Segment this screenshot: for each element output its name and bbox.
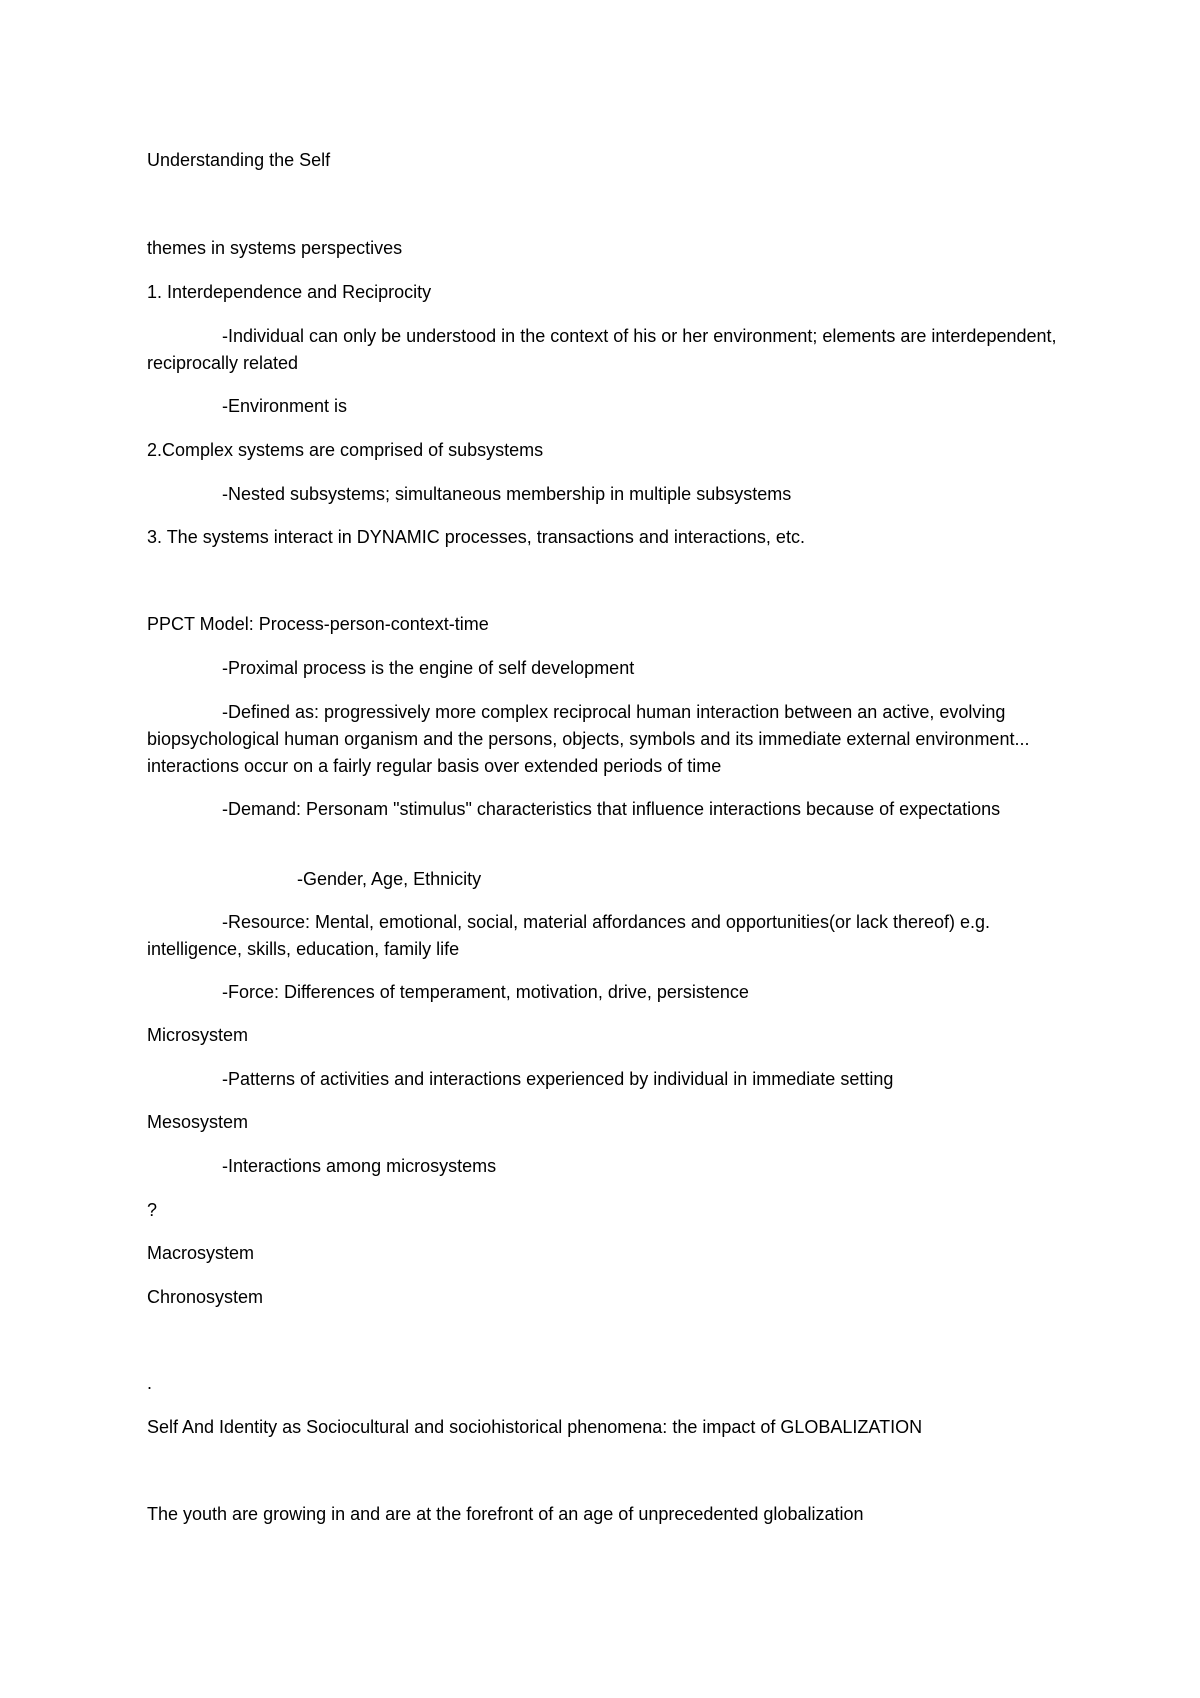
- themes-item-1-paragraph-2: -Environment is: [222, 396, 348, 416]
- ppct-paragraph-5: -Force: Differences of temperament, motivation, drive, persistence: [222, 982, 749, 1002]
- mesosystem-paragraph-1: -Interactions among microsystems: [222, 1156, 497, 1176]
- themes-item-3: 3. The systems interact in DYNAMIC processes, transactions and interactions, etc.: [147, 527, 805, 547]
- ppct-paragraph-3: -Demand: Personam "stimulus" characteristics that influence interactions because of expectations: [222, 799, 1001, 819]
- themes-item-1-paragraph-1: -Individual can only be understood in the context of his or her environment; elements are interdependent, reciprocally related: [147, 326, 1057, 373]
- ppct-paragraph-3-sub: -Gender, Age, Ethnicity: [297, 869, 482, 889]
- ppct-paragraph-4: -Resource: Mental, emotional, social, material affordances and opportunities(or lack thereof) e.g. intelligence, skills, education, family life: [147, 912, 991, 959]
- themes-heading: themes in systems perspectives: [147, 238, 403, 258]
- document-title: Understanding the Self: [147, 150, 331, 170]
- unknown-system-marker: ?: [147, 1200, 158, 1220]
- mesosystem-heading: Mesosystem: [147, 1112, 249, 1132]
- themes-item-1: 1. Interdependence and Reciprocity: [147, 282, 432, 302]
- globalization-paragraph-1: The youth are growing in and are at the forefront of an age of unprecedented globalization: [147, 1504, 864, 1524]
- microsystem-heading: Microsystem: [147, 1025, 249, 1045]
- microsystem-paragraph-1: -Patterns of activities and interactions experienced by individual in immediate setting: [222, 1069, 894, 1089]
- ppct-paragraph-1: -Proximal process is the engine of self development: [222, 658, 635, 678]
- macrosystem-heading: Macrosystem: [147, 1243, 255, 1263]
- chronosystem-heading: Chronosystem: [147, 1287, 264, 1307]
- themes-item-2: 2.Complex systems are comprised of subsystems: [147, 440, 544, 460]
- ppct-paragraph-2: -Defined as: progressively more complex reciprocal human interaction between an active, evolving biopsychological human organism and the persons, objects, symbols and its immediate external environment... interactions occur on a fairly regular basis over extended periods of time: [147, 702, 1030, 776]
- dot-separator: .: [147, 1373, 153, 1393]
- themes-item-2-paragraph-1: -Nested subsystems; simultaneous membership in multiple subsystems: [222, 484, 792, 504]
- globalization-heading: Self And Identity as Sociocultural and sociohistorical phenomena: the impact of GLOBALIZATION: [147, 1417, 923, 1437]
- ppct-heading: PPCT Model: Process-person-context-time: [147, 614, 489, 634]
